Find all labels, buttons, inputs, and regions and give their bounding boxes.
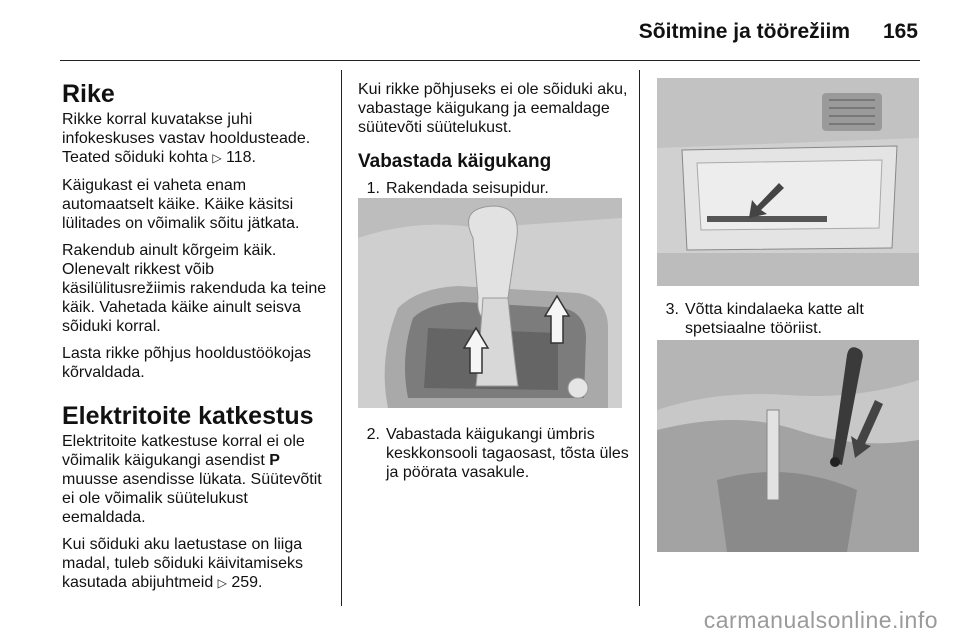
page-ref-arrow-icon: ▷ [217,576,227,590]
paragraph-text: Elektritoite katkestuse korral ei ole võimalik käigukangi asendist [62,433,305,469]
step-text: Vabastada käigukangi ümbris keskkonsooli tagaosast, tõsta üles ja pöörata vasakule. [386,426,629,481]
page-ref-arrow-icon: ▷ [212,151,222,165]
page-ref-link[interactable]: 118. [226,149,256,166]
header-rule [60,60,920,61]
glovebox-illustration [657,78,919,286]
step-text: Võtta kindalaeka katte alt spetsiaalne tööriist. [685,301,864,337]
subheading-vabastada: Vabastada käigukang [358,151,552,172]
paragraph-text: Kui sõiduki aku laetustase on liiga madal, tuleb sõiduki käivitamiseks kasutada abijuhtmeid [62,536,303,591]
gear-position-p: P [269,452,280,469]
paragraph: Käigukast ei vaheta enam automaatselt käike. Käike käsitsi lülitades on võimalik sõitu jätkata. [62,177,300,232]
paragraph [62,535,334,593]
watermark: carmanualsonline.info [703,607,938,633]
page-header-title: Sõitmine ja töörežiim [638,20,850,43]
step-number: 2. [366,426,380,443]
special-tool-illustration [657,340,919,552]
step-1 [358,179,630,198]
paragraph [62,432,334,527]
paragraph: Lasta rikke põhjus hooldustöökojas kõrvaldada. [62,345,312,381]
step-text: Rakendada seisupidur. [386,180,549,197]
paragraph-intro: Kui rikke põhjuseks ei ole sõiduki aku, vabastage käigukang ja eemaldage süütevõti süütelukust. [358,81,628,136]
page-ref-link[interactable]: 259. [231,574,263,591]
column-1 [62,80,334,601]
section-heading-rike: Rike [62,80,115,108]
step-3 [657,300,919,338]
step-number: 3. [665,301,679,318]
page-number: 165 [882,20,918,43]
step-number: 1. [366,180,380,197]
column-2 [358,80,630,206]
step-2-block [358,425,630,490]
paragraph: Rakendub ainult kõrgeim käik. Olenevalt rikkest võib käsilülitusrežiimis rakenduda ka teine käik. Vahetada käike ainult seisva sõiduki korral. [62,242,327,335]
section-heading-elektritoite: Elektritoite katkestus [62,402,314,430]
column-divider-1 [341,70,342,606]
column-divider-2 [639,70,640,606]
paragraph-text: muusse asendisse lükata. Süütevõtit ei ole võimalik süütelukust eemaldada. [62,471,322,526]
paragraph-text: Rikke korral kuvatakse juhi infokeskuses vastav hooldusteade. Teated sõiduki kohta [62,111,311,166]
step-2 [358,425,630,482]
paragraph [62,110,334,168]
gear-lever-illustration [358,198,622,408]
